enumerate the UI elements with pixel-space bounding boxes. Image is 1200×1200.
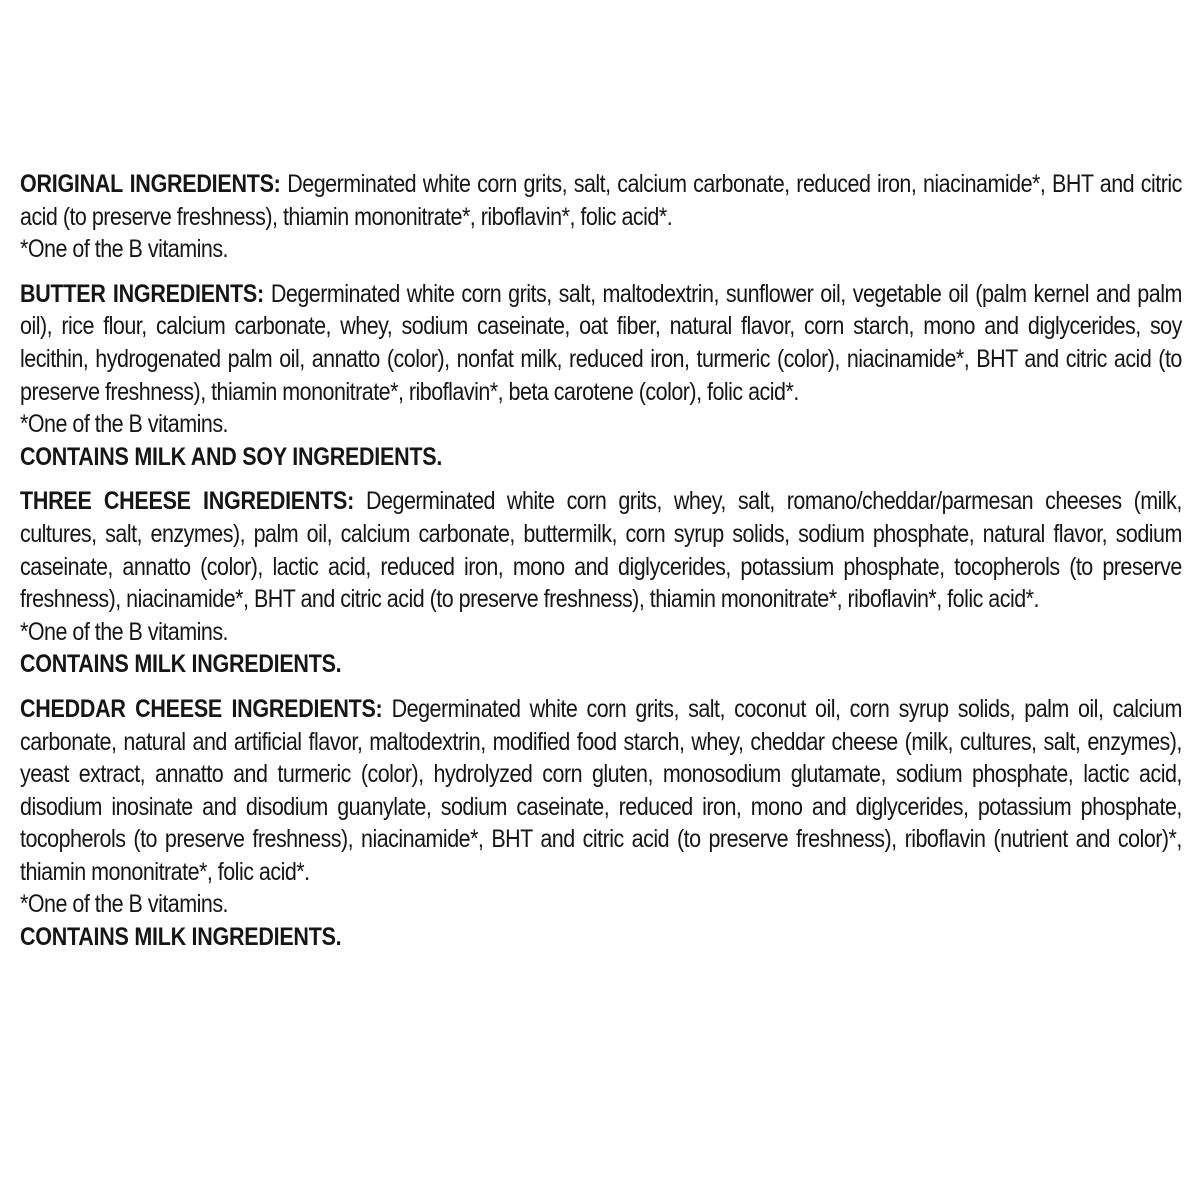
section-original-ingredients [20, 168, 1182, 266]
section-heading: BUTTER INGREDIENTS: [20, 279, 264, 308]
ingredients-text: Degerminated white corn grits, salt, calcium carbonate, reduced iron, niacinamide*, BHT and citric acid (to preserve freshness), thiamin mononitrate*, riboflavin*, folic acid*. [20, 170, 1182, 231]
vitamin-note: *One of the B vitamins. [20, 235, 229, 264]
vitamin-note: *One of the B vitamins. [20, 617, 229, 646]
ingredients-text: Degerminated white corn grits, salt, maltodextrin, sunflower oil, vegetable oil (palm kernel and palm oil), rice flour, calcium carbonate, whey, sodium caseinate, oat fiber, natural flavor, corn starch, mono and diglycerides, soy lecithin, hydrogenated palm oil, annatto (color), nonfat milk, reduced iron, turmeric (color), niacinamide*, BHT and citric acid (to preserve freshness), thiamin mononitrate*, riboflavin*, beta carotene (color), folic acid*. [20, 279, 1182, 406]
ingredients-paragraph [20, 693, 1182, 889]
section-heading: ORIGINAL INGREDIENTS: [20, 170, 281, 198]
ingredients-paragraph [20, 485, 1182, 615]
section-heading: THREE CHEESE INGREDIENTS: [20, 487, 355, 516]
allergen-statement: CONTAINS MILK AND SOY INGREDIENTS. [20, 442, 443, 471]
ingredients-paragraph [20, 278, 1182, 408]
section-three-cheese-ingredients [20, 485, 1182, 681]
section-heading: CHEDDAR CHEESE INGREDIENTS: [20, 694, 383, 723]
ingredients-paragraph [20, 168, 1182, 233]
vitamin-note: *One of the B vitamins. [20, 890, 229, 919]
ingredients-text: Degerminated white corn grits, salt, coconut oil, corn syrup solids, palm oil, calcium carbonate, natural and artificial flavor, maltodextrin, modified food starch, whey, cheddar cheese (milk, cultures, salt, enzymes), yeast extract, annatto and turmeric (color), hydrolyzed corn gluten, monosodium glutamate, sodium phosphate, lactic acid, disodium inosinate and disodium guanylate, sodium caseinate, reduced iron, mono and diglycerides, potassium phosphate, tocopherols (to preserve freshness), niacinamide*, BHT and citric acid (to preserve freshness), riboflavin (nutrient and color)*, thiamin mononitrate*, folic acid*. [20, 694, 1182, 886]
ingredients-panel [20, 168, 1182, 966]
allergen-statement: CONTAINS MILK INGREDIENTS. [20, 650, 342, 679]
vitamin-note: *One of the B vitamins. [20, 410, 229, 439]
section-cheddar-cheese-ingredients [20, 693, 1182, 954]
ingredients-text: Degerminated white corn grits, whey, salt, romano/cheddar/parmesan cheeses (milk, cultures, salt, enzymes), palm oil, calcium carbonate, buttermilk, corn syrup solids, sodium phosphate, natural flavor, sodium caseinate, annatto (color), lactic acid, reduced iron, mono and diglycerides, potassium phosphate, tocopherols (to preserve freshness), niacinamide*, BHT and citric acid (to preserve freshness), thiamin mononitrate*, riboflavin*, folic acid*. [20, 487, 1182, 614]
allergen-statement: CONTAINS MILK INGREDIENTS. [20, 923, 342, 952]
section-butter-ingredients [20, 278, 1182, 474]
